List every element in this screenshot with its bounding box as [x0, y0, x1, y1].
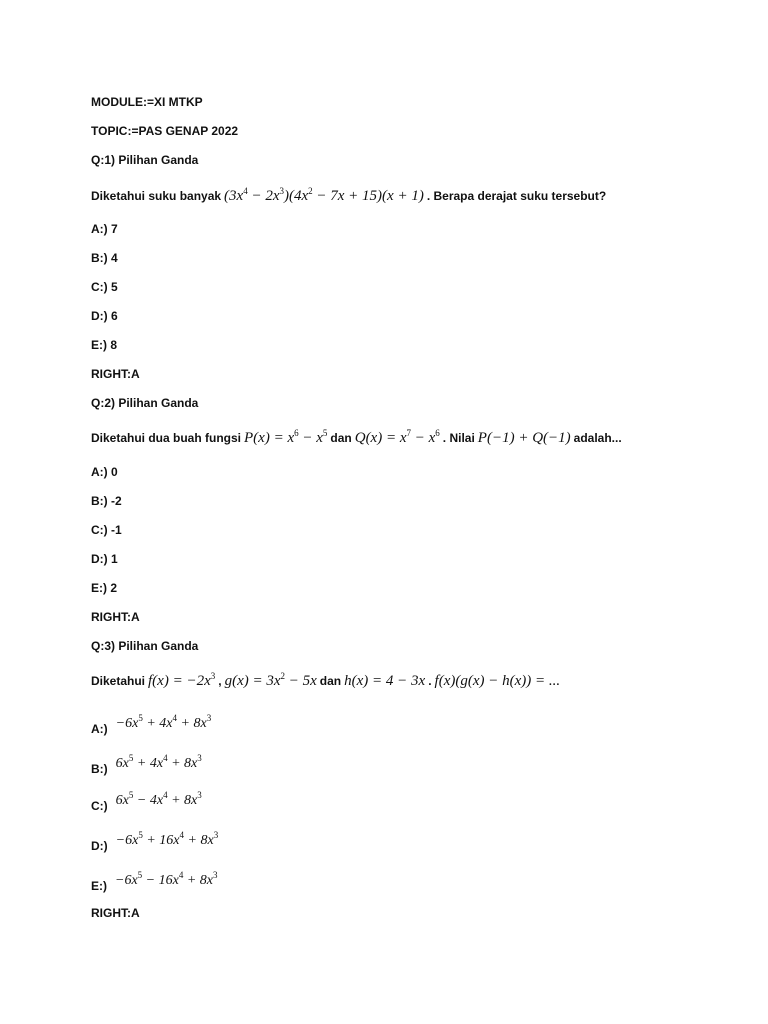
q1-option-e[interactable]: E:) 8 — [91, 338, 118, 352]
q3-function-h: h(x) = 4 − 3x — [344, 673, 426, 689]
q1-right-answer: RIGHT:A — [91, 367, 140, 381]
q3-option-e-expression: $-6x^5 - 16x^4 + 8x^3$ — [115, 870, 218, 888]
q2-option-b[interactable]: B:) -2 — [91, 494, 122, 508]
q3-option-b-expression: $6x^5 + 4x^4 + 8x^3$ — [115, 753, 202, 771]
q2-option-a[interactable]: A:) 0 — [91, 465, 118, 479]
q2-text — [91, 428, 622, 447]
q3-text-2: dan — [319, 674, 342, 688]
module-line: MODULE:=XI MTKP — [91, 95, 203, 109]
q2-function-q: $Q(x) = x^7 - x^6$ — [354, 428, 440, 446]
q1-option-b[interactable]: B:) 4 — [91, 251, 118, 265]
q3-function-f: $f(x) = -2x^3$ — [148, 671, 216, 689]
q2-function-p: $P(x) = x^6 - x^5$ — [244, 428, 328, 446]
q1-label: Q:1) Pilihan Ganda — [91, 153, 199, 167]
q3-function-g: $g(x) = 3x^2 - 5x$ — [224, 671, 317, 689]
q2-option-c[interactable]: C:) -1 — [91, 523, 122, 537]
q1-option-c[interactable]: C:) 5 — [91, 280, 118, 294]
topic-line: TOPIC:=PAS GENAP 2022 — [91, 124, 239, 138]
q1-option-a[interactable]: A:) 7 — [91, 222, 118, 236]
q3-text: Diketahui $f(x) = -2x^3$ , $g(x) = 3x^2 - 5x$ dan h(x) = 4 − 3x . f(x)(g(x) − h(x)) = ... — [91, 671, 561, 689]
q2-option-e[interactable]: E:) 2 — [91, 581, 118, 595]
q3-text-1: Diketahui — [91, 674, 146, 688]
q2-text-2: dan — [330, 431, 352, 445]
q3-option-a-expression: $-6x^5 + 4x^4 + 8x^3$ — [115, 713, 212, 731]
q3-option-c[interactable]: C:) $6x^5 - 4x^4 + 8x^3$ — [91, 790, 202, 813]
q2-text-4: adalah... — [573, 431, 622, 445]
q2-text-1: Diketahui dua buah fungsi — [91, 431, 242, 445]
q2-right-answer: RIGHT:A — [91, 610, 140, 624]
q1-polynomial: $(3x^4 - 2x^3)(4x^2 - 7x + 15)(x + 1)$ — [224, 186, 424, 204]
q3-option-a[interactable]: A:) $-6x^5 + 4x^4 + 8x^3$ — [91, 713, 212, 736]
q1-text — [91, 186, 606, 205]
q3-label: Q:3) Pilihan Ganda — [91, 639, 199, 653]
q3-option-d[interactable]: D:) $-6x^5 + 16x^4 + 8x^3$ — [91, 830, 219, 853]
q3-right-answer: RIGHT:A — [91, 906, 140, 920]
q2-text-3: . Nilai — [442, 431, 475, 445]
q2-expression: P(−1) + Q(−1) — [477, 430, 571, 446]
q3-option-d-expression: $-6x^5 + 16x^4 + 8x^3$ — [115, 830, 219, 848]
q3-option-e[interactable]: E:) $-6x^5 - 16x^4 + 8x^3$ — [91, 870, 218, 893]
q3-option-b[interactable]: B:) $6x^5 + 4x^4 + 8x^3$ — [91, 753, 202, 776]
q1-text-after: . Berapa derajat suku tersebut? — [426, 189, 607, 203]
q2-label: Q:2) Pilihan Ganda — [91, 396, 199, 410]
q1-option-d[interactable]: D:) 6 — [91, 309, 118, 323]
q3-option-c-expression: $6x^5 - 4x^4 + 8x^3$ — [115, 790, 202, 808]
q1-text-before: Diketahui suku banyak — [91, 189, 222, 203]
q2-option-d[interactable]: D:) 1 — [91, 552, 118, 566]
q3-expression: f(x)(g(x) − h(x)) = ... — [434, 673, 561, 689]
